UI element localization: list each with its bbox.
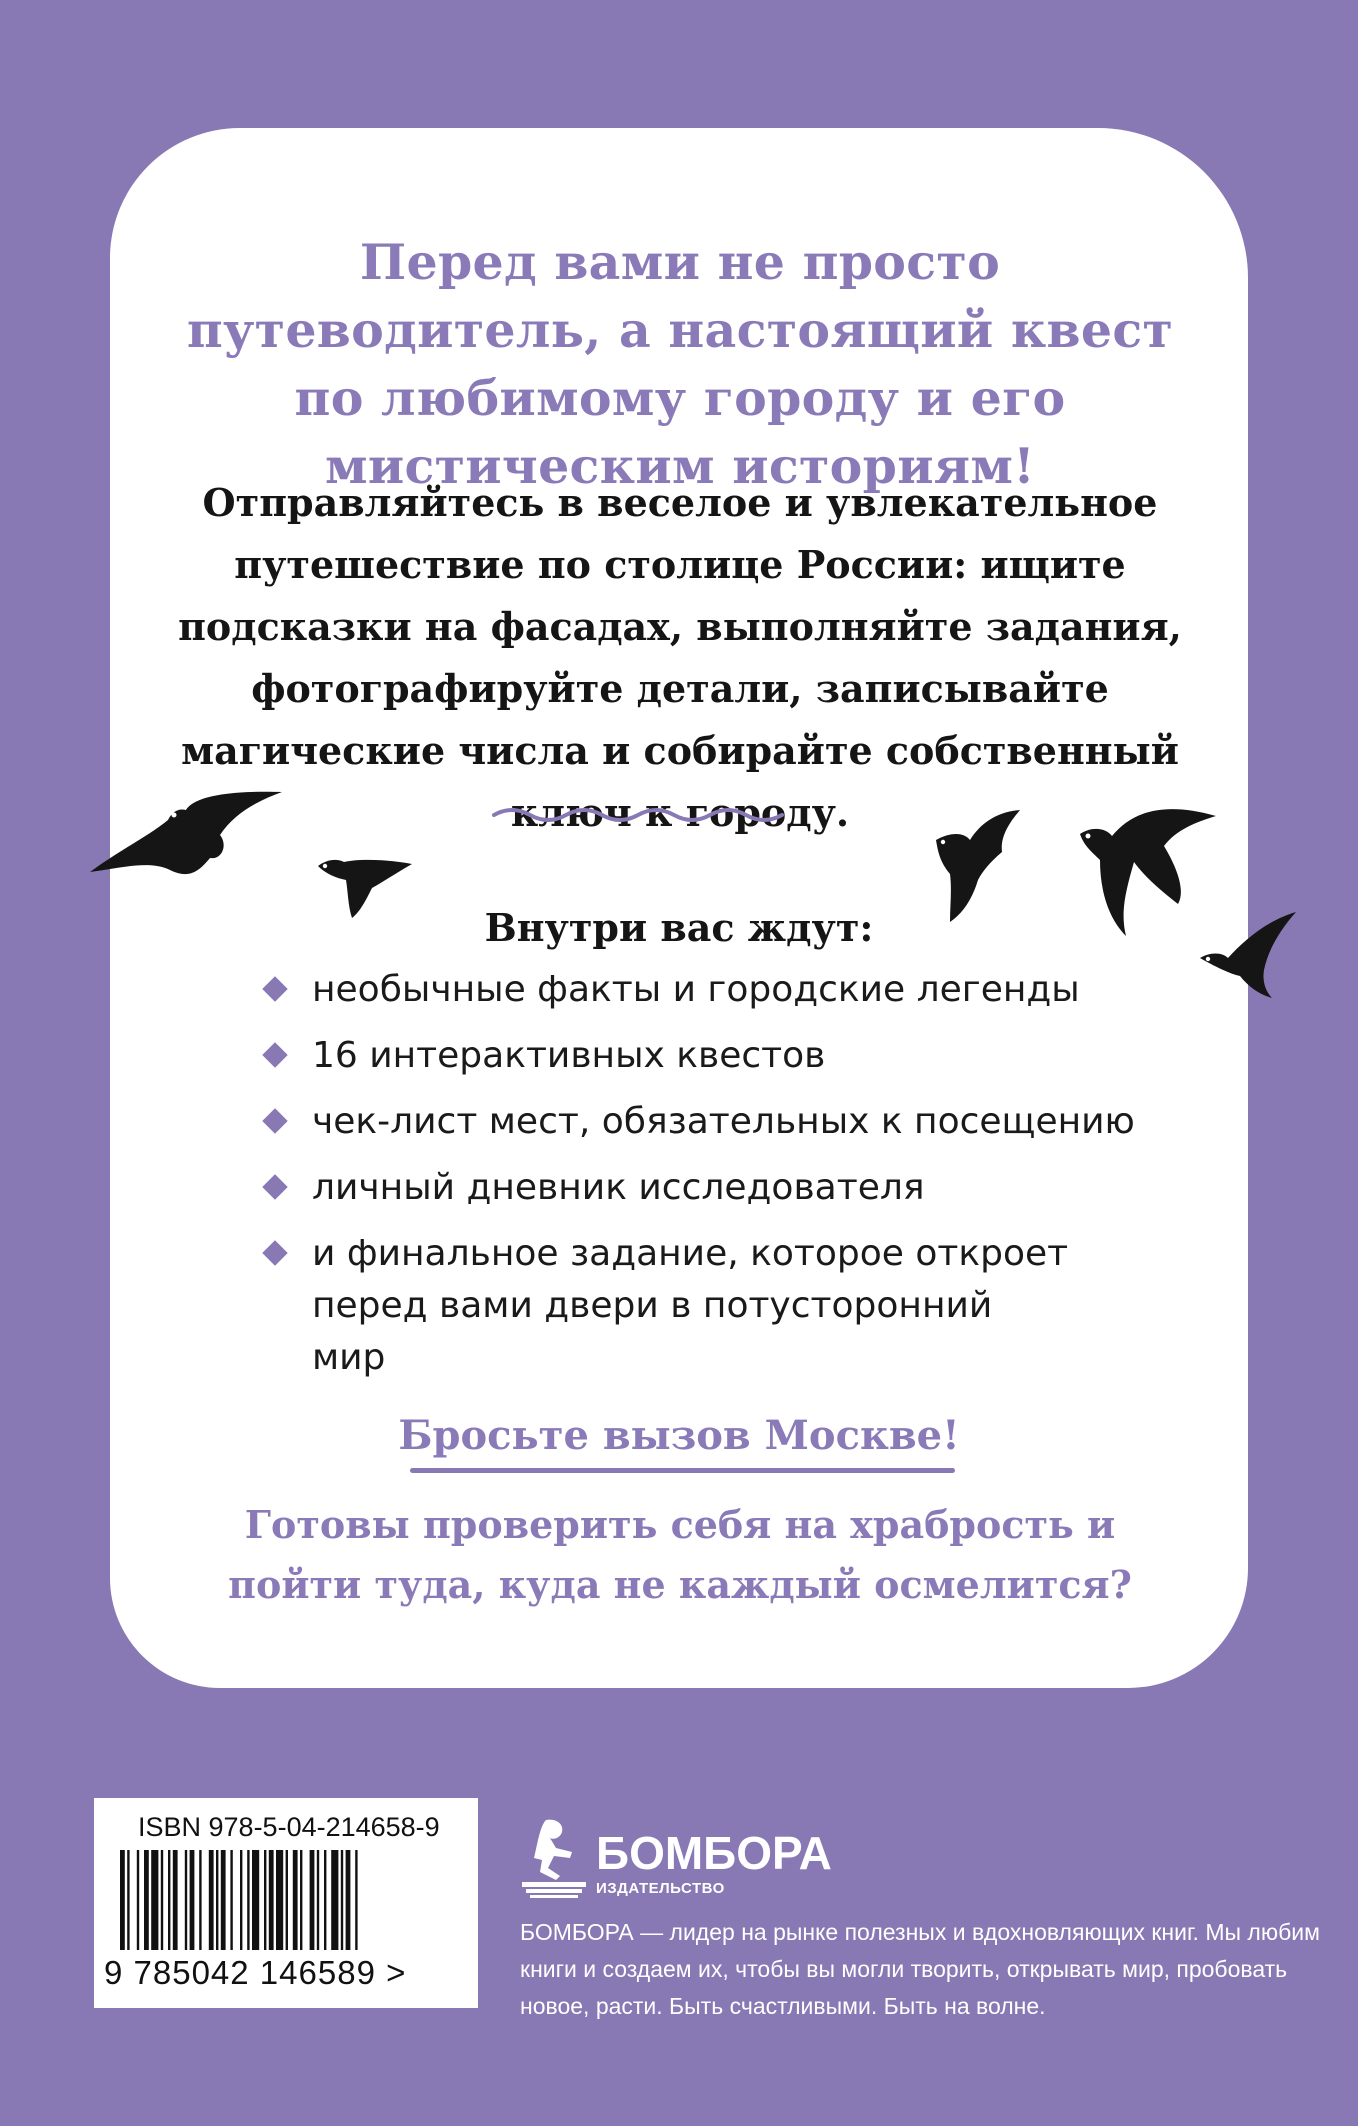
barcode-bar [168,1850,170,1950]
barcode-bar [120,1850,125,1950]
barcode-bar [247,1850,249,1950]
barcode-bar [240,1850,242,1950]
barcode-bar [190,1850,195,1950]
closing-question: Готовы проверить себя на храбрость и пойти туда, куда не каждый осмелится? [228,1502,1132,1607]
intro-heading: Перед вами не просто путеводитель, а настоящий квест по любимому городу и его мистическим историям! [186,233,1174,495]
publisher-description: БОМБОРА — лидер на рынке полезных и вдохновляющих книг. Мы любим книги и создаем их, чтобы вы могли творить, открывать мир, пробовать новое, расти. Быть счастливыми. Быть на волне. [520,1919,1320,2019]
barcode-bar [221,1850,226,1950]
publisher-subtitle: ИЗДАТЕЛЬСТВО [596,1880,725,1897]
list-item: необычные факты и городские легенды [262,964,1162,1016]
publisher-name: БОМБОРА [596,1827,832,1879]
barcode-bar [144,1850,149,1950]
diamond-bullet-icon [262,1174,287,1199]
barcode-bar [276,1850,283,1950]
bird-icon [90,792,282,874]
barcode-bar [300,1850,302,1950]
barcode-bar [286,1850,288,1950]
barcode-bar [199,1850,201,1950]
list-item: личный дневник исследователя [262,1162,1162,1214]
barcode-bar [269,1850,274,1950]
barcode-bar [331,1850,338,1950]
barcode [120,1850,450,1954]
barcode-bar [346,1850,351,1950]
description-paragraph: Отправляйтесь в веселое и увлекательное путешествие по столице России: ищите подсказки на фасадах, выполняйте задания, фотографируйте детали, записывайте магические числа и собирайте собственный ключ к городу. [178,480,1182,835]
barcode-bar [293,1850,298,1950]
barcode-bar [173,1850,178,1950]
barcode-bar [209,1850,214,1950]
list-item: чек-лист мест, обязательных к посещению [262,1096,1162,1148]
diamond-bullet-icon [262,1042,287,1067]
inside-title: Внутри вас ждут: [484,905,874,950]
list-item: 16 интерактивных квестов [262,1030,1162,1082]
challenge-heading: Бросьте вызов Москве! [398,1412,960,1459]
diamond-bullet-icon [262,1108,287,1133]
barcode-bar [355,1850,357,1950]
barcode-bar [151,1850,158,1950]
barcode-bar [252,1850,259,1950]
features-list [262,964,1162,1398]
barcode-bar [324,1850,326,1950]
list-item: и финальное задание, которое откроет перед вами двери в потусторонний мир [262,1228,1072,1384]
barcode-panel [94,1798,478,2008]
bombora-logo-icon [520,1818,590,1898]
isbn-label: ISBN 978-5-04-214658-9 [138,1812,440,1842]
barcode-bar [230,1850,232,1950]
barcode-bar [264,1850,266,1950]
barcode-bar [341,1850,343,1950]
diamond-bullet-icon [262,1240,287,1265]
barcode-digits: 9 785042 146589 > [104,1954,407,1991]
barcode-bar [127,1850,129,1950]
challenge-underline [410,1468,955,1473]
diamond-bullet-icon [262,976,287,1001]
barcode-bar [317,1850,319,1950]
barcode-bar [216,1850,218,1950]
barcode-bar [310,1850,315,1950]
barcode-bar [185,1850,187,1950]
barcode-bar [137,1850,139,1950]
barcode-bar [161,1850,163,1950]
